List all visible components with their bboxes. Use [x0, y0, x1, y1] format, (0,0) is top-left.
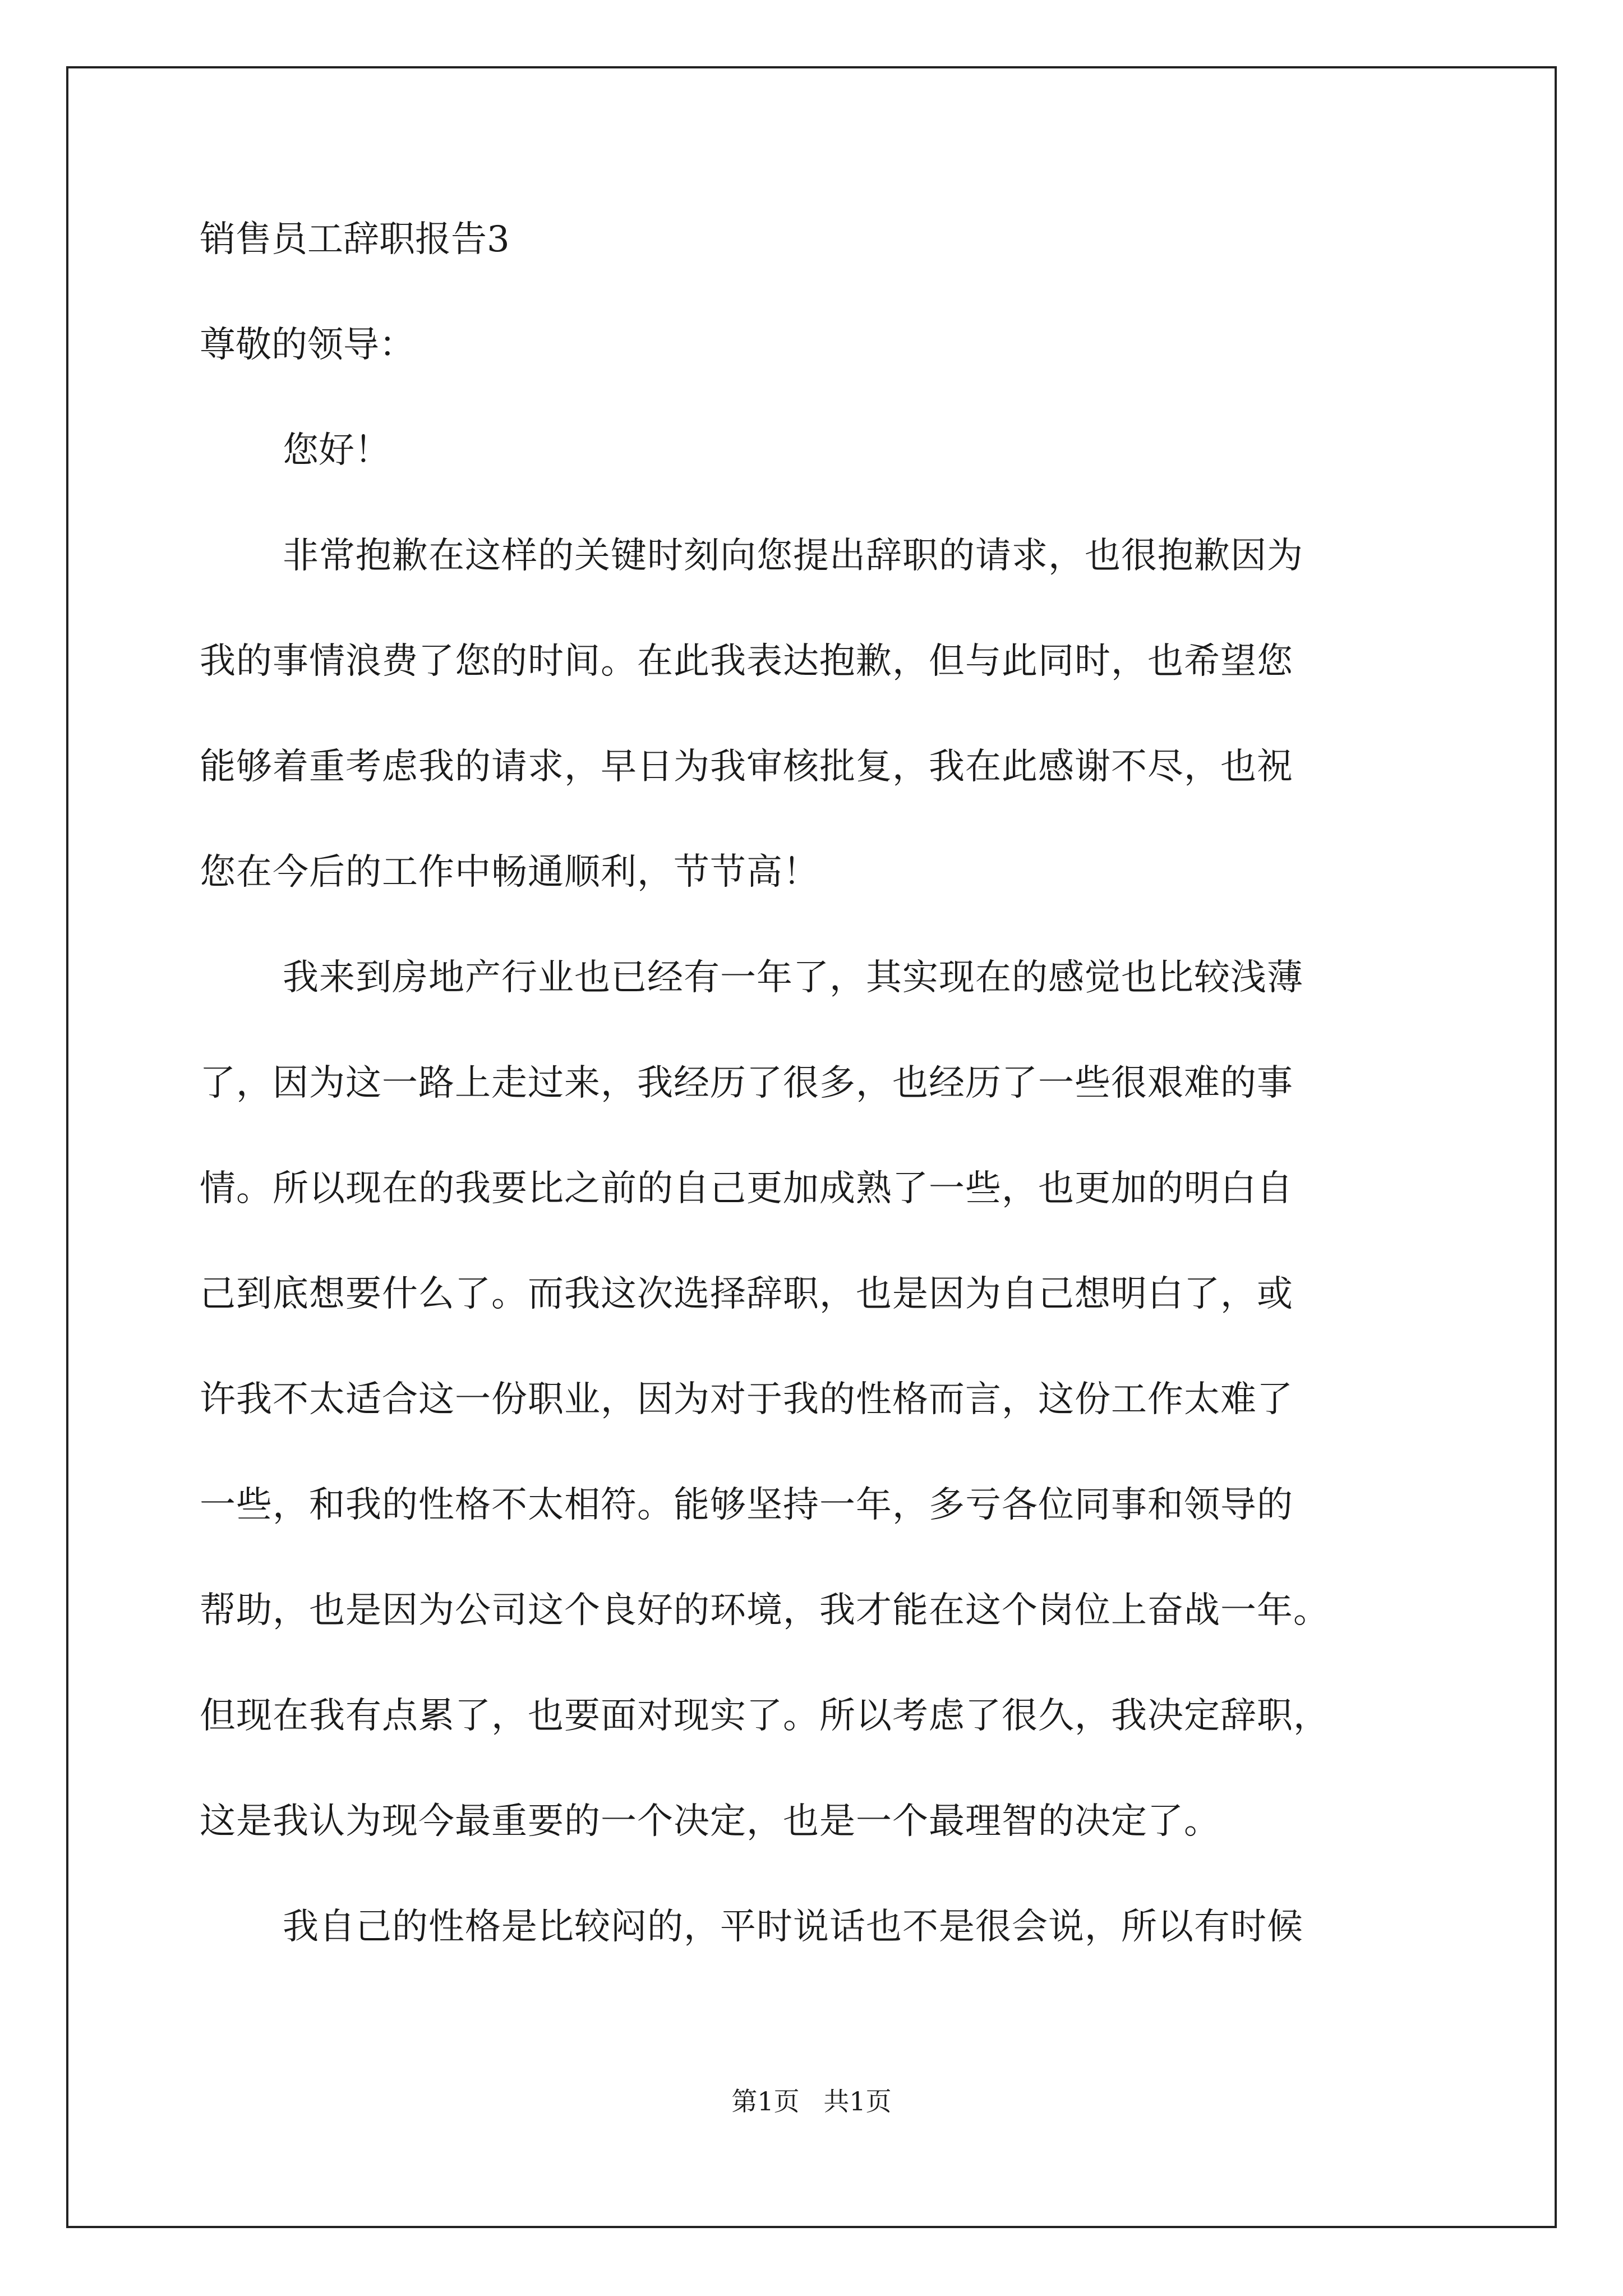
- paragraph-line: 了，因为这一路上走过来，我经历了很多，也经历了一些很艰难的事: [200, 1062, 1293, 1104]
- page-footer: [0, 2081, 1623, 2118]
- paragraph-line: 能够着重考虑我的请求，早日为我审核批复，我在此感谢不尽，也祝: [200, 746, 1293, 788]
- paragraph-line: 非常抱歉在这样的关键时刻向您提出辞职的请求，也很抱歉因为: [283, 535, 1303, 577]
- paragraph-line: 情。所以现在的我要比之前的自己更加成熟了一些，也更加的明白自: [200, 1168, 1293, 1209]
- paragraph-line: 这是我认为现今最重要的一个决定，也是一个最理智的决定了。: [200, 1801, 1220, 1842]
- paragraph-line: 一些，和我的性格不太相符。能够坚持一年，多亏各位同事和领导的: [200, 1484, 1293, 1526]
- paragraph: [200, 530, 1428, 899]
- paragraph: [200, 1901, 1428, 1953]
- paragraph-line: 我来到房地产行业也已经有一年了，其实现在的感觉也比较浅薄: [283, 957, 1303, 999]
- paragraph-line: 但现在我有点累了，也要面对现实了。所以考虑了很久，我决定辞职，: [200, 1695, 1330, 1737]
- paragraph-line: 我自己的性格是比较闷的，平时说话也不是很会说，所以有时候: [283, 1906, 1303, 1948]
- document-body: [200, 213, 1428, 2006]
- paragraph-line: 我的事情浪费了您的时间。在此我表达抱歉，但与此同时，也希望您: [200, 641, 1293, 682]
- page-total: 共1页: [823, 2086, 892, 2116]
- page-number: 第1页: [731, 2086, 800, 2116]
- paragraph-line: 您在今后的工作中畅通顺利，节节高！: [200, 852, 819, 893]
- salutation: 尊敬的领导：: [200, 324, 415, 366]
- greeting: 您好！: [283, 430, 390, 471]
- paragraph-line: 帮助，也是因为公司这个良好的环境，我才能在这个岗位上奋战一年。: [200, 1590, 1330, 1631]
- paragraph-line: 己到底想要什么了。而我这次选择辞职，也是因为自己想明白了，或: [200, 1273, 1293, 1315]
- paragraph: [200, 951, 1428, 1848]
- paragraph-line: 许我不太适合这一份职业，因为对于我的性格而言，这份工作太难了: [200, 1379, 1293, 1420]
- document-title: 销售员工辞职报告3: [200, 219, 510, 260]
